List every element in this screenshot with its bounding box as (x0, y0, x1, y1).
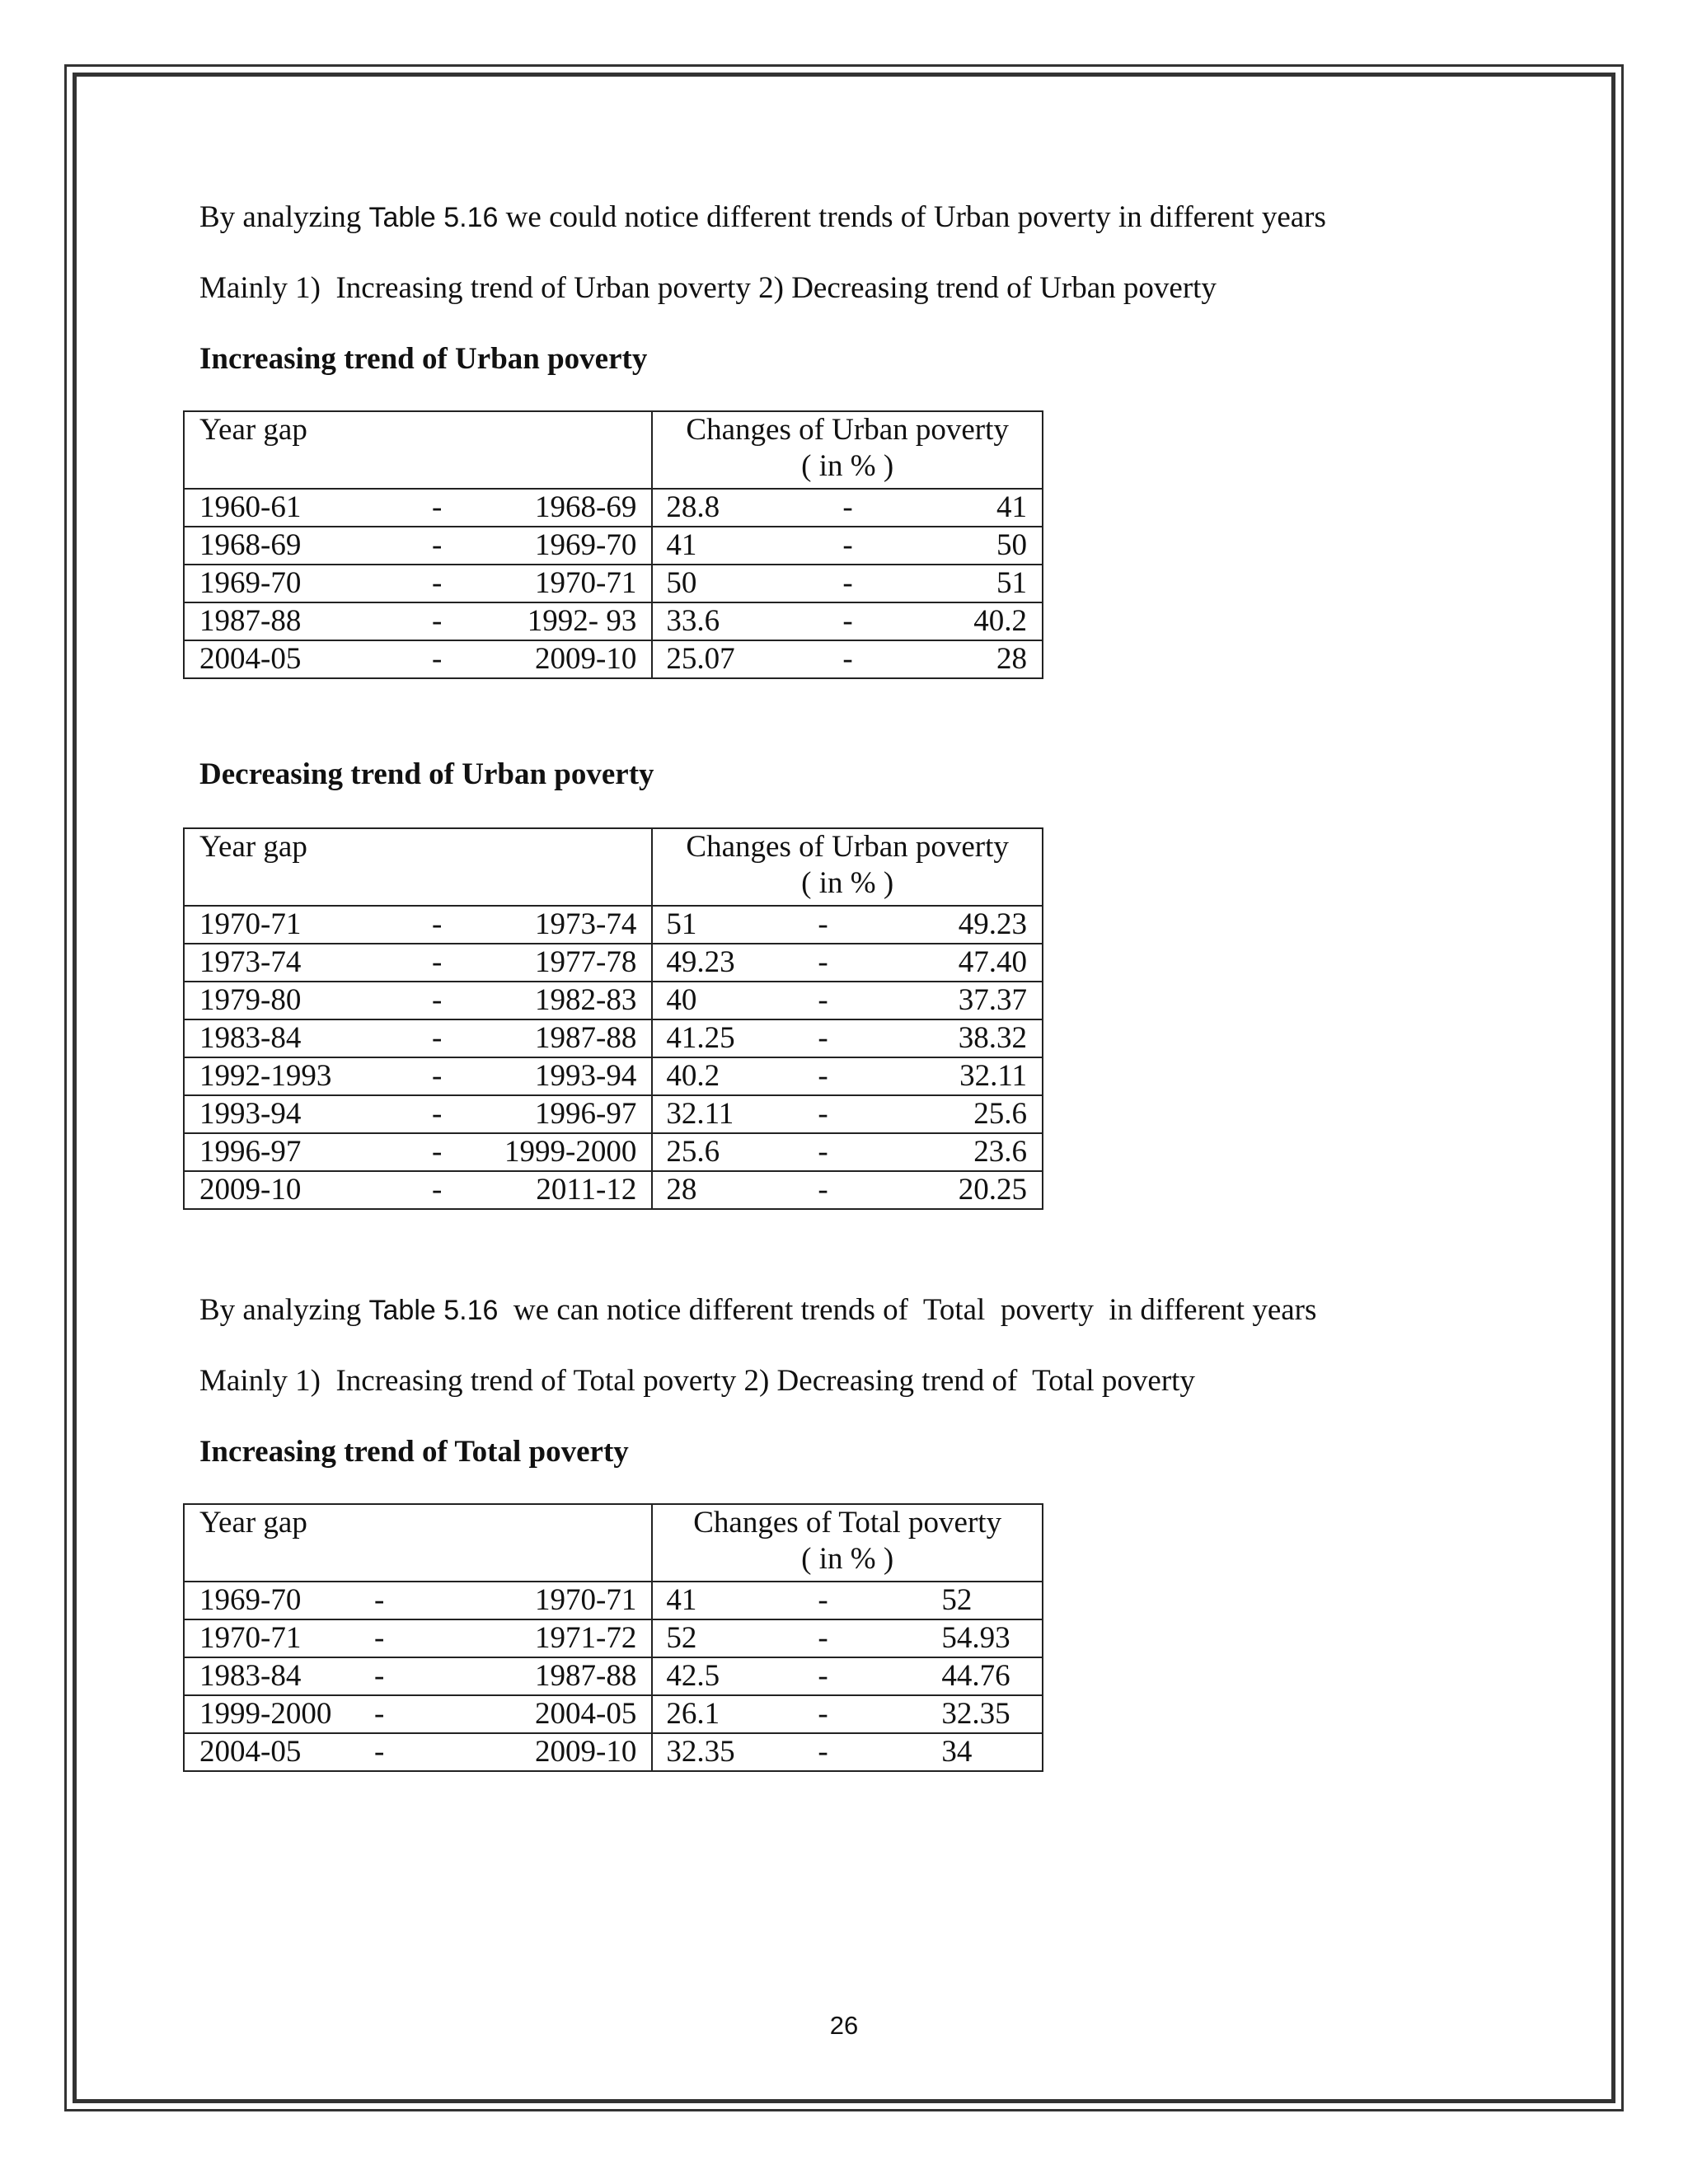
year-to: 2011-12 (536, 1173, 637, 1207)
value-from: 32.35 (666, 1735, 735, 1769)
value-from: 33.6 (666, 604, 720, 638)
year-to: 1987-88 (535, 1659, 637, 1693)
change-cell (652, 565, 1043, 602)
value-from: 32.11 (666, 1097, 734, 1131)
header-changes-line2: ( in % ) (801, 449, 894, 483)
year-from: 1970-71 (199, 907, 302, 941)
text: By analyzing (199, 200, 369, 234)
change-cell (652, 1619, 1043, 1657)
year-to: 1996-97 (535, 1097, 637, 1131)
value-to: 50 (996, 528, 1027, 562)
separator-dash: - (432, 1173, 443, 1207)
table-row (184, 565, 1043, 602)
year-from: 1983-84 (199, 1659, 302, 1693)
year-to: 1982-83 (535, 983, 637, 1017)
value-to: 44.76 (941, 1659, 1010, 1693)
value-to: 32.35 (941, 1697, 1010, 1731)
separator-dash: - (374, 1697, 385, 1731)
year-gap-cell (184, 1582, 652, 1619)
change-cell (652, 1095, 1043, 1133)
value-to: 51 (996, 566, 1027, 600)
year-to: 1987-88 (535, 1021, 637, 1055)
separator-dash: - (818, 1173, 828, 1207)
paragraph-total-intro (199, 1292, 1316, 1329)
change-cell (652, 944, 1043, 982)
separator-dash: - (432, 983, 443, 1017)
table-row (184, 982, 1043, 1019)
year-gap-cell (184, 527, 652, 565)
table-row (184, 1019, 1043, 1057)
value-from: 49.23 (666, 945, 735, 979)
table-reference: Table 5.16 (368, 202, 499, 233)
year-gap-cell (184, 1133, 652, 1171)
separator-dash: - (818, 1583, 828, 1617)
header-year-gap: Year gap (184, 411, 652, 489)
value-to: 32.11 (959, 1059, 1027, 1093)
change-cell (652, 1657, 1043, 1695)
separator-dash: - (818, 983, 828, 1017)
year-gap-cell (184, 1095, 652, 1133)
table-row (184, 1095, 1043, 1133)
value-from: 40.2 (666, 1059, 720, 1093)
value-from: 25.6 (666, 1135, 720, 1169)
year-gap-cell (184, 906, 652, 944)
separator-dash: - (818, 1059, 828, 1093)
year-to: 1993-94 (535, 1059, 637, 1093)
table-row (184, 1733, 1043, 1771)
separator-dash: - (818, 945, 828, 979)
change-cell (652, 1133, 1043, 1171)
change-cell (652, 1171, 1043, 1209)
text: we can notice different trends of Total poverty in different years (498, 1293, 1317, 1327)
year-to: 1973-74 (535, 907, 637, 941)
table-row (184, 944, 1043, 982)
table-header-row (184, 828, 1043, 906)
separator-dash: - (374, 1735, 385, 1769)
year-gap-cell (184, 602, 652, 640)
year-from: 1960-61 (199, 490, 302, 524)
separator-dash: - (818, 1697, 828, 1731)
table-header-row (184, 1504, 1043, 1582)
year-gap-cell (184, 944, 652, 982)
year-gap-cell (184, 489, 652, 527)
change-cell (652, 1019, 1043, 1057)
separator-dash: - (432, 642, 443, 676)
separator-dash: - (432, 528, 443, 562)
change-cell (652, 602, 1043, 640)
separator-dash: - (842, 528, 853, 562)
paragraph-total-mainly: Mainly 1) Increasing trend of Total poverty 2) Decreasing trend of Total poverty (199, 1364, 1195, 1398)
year-gap-cell (184, 1695, 652, 1733)
year-to: 1977-78 (535, 945, 637, 979)
table-row (184, 1657, 1043, 1695)
text: By analyzing (199, 1293, 369, 1327)
year-from: 2004-05 (199, 1735, 302, 1769)
header-changes-line1: Changes of Urban poverty (686, 413, 1009, 447)
separator-dash: - (818, 1659, 828, 1693)
year-gap-cell (184, 640, 652, 678)
year-gap-cell (184, 1733, 652, 1771)
change-cell (652, 1695, 1043, 1733)
year-from: 2009-10 (199, 1173, 302, 1207)
year-gap-cell (184, 1019, 652, 1057)
separator-dash: - (432, 604, 443, 638)
year-to: 1971-72 (535, 1621, 637, 1655)
value-from: 26.1 (666, 1697, 720, 1731)
paragraph-urban-mainly: Mainly 1) Increasing trend of Urban poverty 2) Decreasing trend of Urban poverty (199, 271, 1217, 305)
value-from: 28 (666, 1173, 697, 1207)
change-cell (652, 527, 1043, 565)
change-cell (652, 906, 1043, 944)
separator-dash: - (842, 604, 853, 638)
year-from: 1969-70 (199, 1583, 302, 1617)
value-from: 51 (666, 907, 697, 941)
year-gap-cell (184, 1171, 652, 1209)
header-changes-line1: Changes of Total poverty (693, 1506, 1002, 1540)
change-cell (652, 489, 1043, 527)
value-from: 50 (666, 566, 697, 600)
year-gap-cell (184, 1657, 652, 1695)
value-to: 37.37 (958, 983, 1027, 1017)
table-row (184, 527, 1043, 565)
year-from: 1996-97 (199, 1135, 302, 1169)
value-from: 28.8 (666, 490, 720, 524)
value-to: 47.40 (958, 945, 1027, 979)
separator-dash: - (374, 1621, 385, 1655)
year-from: 1968-69 (199, 528, 302, 562)
header-changes-line2: ( in % ) (801, 866, 894, 900)
header-changes (652, 828, 1043, 906)
heading-increasing-urban: Increasing trend of Urban poverty (199, 342, 648, 376)
separator-dash: - (842, 642, 853, 676)
table-row (184, 906, 1043, 944)
separator-dash: - (432, 945, 443, 979)
table-reference: Table 5.16 (368, 1295, 499, 1326)
value-to: 28 (996, 642, 1027, 676)
separator-dash: - (432, 1059, 443, 1093)
header-changes-line2: ( in % ) (801, 1542, 894, 1576)
value-to: 38.32 (958, 1021, 1027, 1055)
value-to: 41 (996, 490, 1027, 524)
table-row (184, 1171, 1043, 1209)
table-row (184, 640, 1043, 678)
value-from: 42.5 (666, 1659, 720, 1693)
value-from: 52 (666, 1621, 697, 1655)
value-from: 41.25 (666, 1021, 735, 1055)
table-row (184, 1619, 1043, 1657)
header-changes (652, 1504, 1043, 1582)
change-cell (652, 1733, 1043, 1771)
table-increasing-total (183, 1503, 1043, 1772)
year-to: 2004-05 (535, 1697, 637, 1731)
year-from: 1973-74 (199, 945, 302, 979)
value-to: 52 (941, 1583, 973, 1617)
value-to: 49.23 (958, 907, 1027, 941)
heading-decreasing-urban: Decreasing trend of Urban poverty (199, 757, 654, 791)
heading-increasing-total: Increasing trend of Total poverty (199, 1435, 629, 1469)
separator-dash: - (432, 1135, 443, 1169)
value-to: 23.6 (973, 1135, 1027, 1169)
separator-dash: - (432, 1021, 443, 1055)
year-gap-cell (184, 565, 652, 602)
value-to: 40.2 (973, 604, 1027, 638)
year-from: 1983-84 (199, 1021, 302, 1055)
separator-dash: - (432, 1097, 443, 1131)
separator-dash: - (374, 1659, 385, 1693)
year-to: 2009-10 (535, 642, 637, 676)
year-to: 1968-69 (535, 490, 637, 524)
year-gap-cell (184, 1057, 652, 1095)
year-to: 1970-71 (535, 566, 637, 600)
header-changes-line1: Changes of Urban poverty (686, 830, 1009, 864)
table-row (184, 489, 1043, 527)
year-from: 1970-71 (199, 1621, 302, 1655)
year-to: 1970-71 (535, 1583, 637, 1617)
table-increasing-urban (183, 410, 1043, 679)
table-row (184, 1582, 1043, 1619)
separator-dash: - (432, 566, 443, 600)
separator-dash: - (818, 1097, 828, 1131)
year-from: 1969-70 (199, 566, 302, 600)
table-row (184, 1695, 1043, 1733)
year-gap-cell (184, 982, 652, 1019)
year-from: 1993-94 (199, 1097, 302, 1131)
change-cell (652, 982, 1043, 1019)
separator-dash: - (432, 490, 443, 524)
paragraph-urban-intro (199, 199, 1326, 236)
change-cell (652, 1582, 1043, 1619)
text: we could notice different trends of Urban poverty in different years (498, 200, 1326, 234)
value-to: 54.93 (941, 1621, 1010, 1655)
value-to: 34 (941, 1735, 973, 1769)
year-from: 1999-2000 (199, 1697, 332, 1731)
year-from: 2004-05 (199, 642, 302, 676)
separator-dash: - (818, 907, 828, 941)
change-cell (652, 1057, 1043, 1095)
separator-dash: - (818, 1621, 828, 1655)
value-from: 40 (666, 983, 697, 1017)
year-from: 1992-1993 (199, 1059, 332, 1093)
header-year-gap: Year gap (184, 1504, 652, 1582)
header-year-gap: Year gap (184, 828, 652, 906)
year-gap-cell (184, 1619, 652, 1657)
year-to: 1992- 93 (527, 604, 637, 638)
value-from: 41 (666, 528, 697, 562)
separator-dash: - (818, 1021, 828, 1055)
value-from: 25.07 (666, 642, 735, 676)
year-to: 1969-70 (535, 528, 637, 562)
table-header-row (184, 411, 1043, 489)
separator-dash: - (842, 566, 853, 600)
value-from: 41 (666, 1583, 697, 1617)
year-to: 2009-10 (535, 1735, 637, 1769)
year-from: 1987-88 (199, 604, 302, 638)
value-to: 20.25 (958, 1173, 1027, 1207)
separator-dash: - (842, 490, 853, 524)
table-row (184, 602, 1043, 640)
table-row (184, 1133, 1043, 1171)
page-number: 26 (829, 2011, 859, 2040)
change-cell (652, 640, 1043, 678)
value-to: 25.6 (973, 1097, 1027, 1131)
separator-dash: - (432, 907, 443, 941)
table-decreasing-urban (183, 827, 1043, 1210)
separator-dash: - (374, 1583, 385, 1617)
table-row (184, 1057, 1043, 1095)
separator-dash: - (818, 1135, 828, 1169)
year-to: 1999-2000 (504, 1135, 637, 1169)
year-from: 1979-80 (199, 983, 302, 1017)
header-changes (652, 411, 1043, 489)
separator-dash: - (818, 1735, 828, 1769)
